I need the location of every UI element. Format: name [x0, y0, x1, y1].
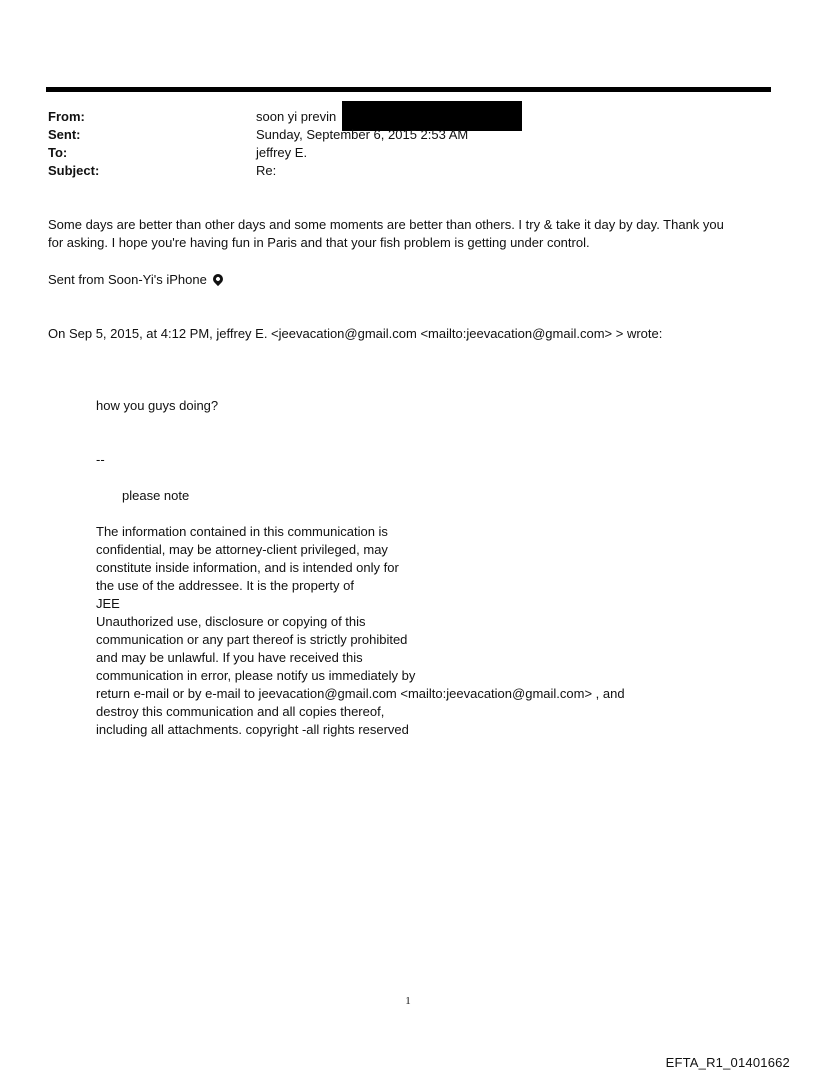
email-header — [48, 108, 748, 180]
sent-label: Sent: — [48, 127, 81, 142]
disclaimer-line: JEE — [96, 596, 120, 611]
confidentiality-disclaimer — [96, 523, 625, 739]
from-row — [48, 108, 748, 126]
subject-row — [48, 162, 748, 180]
from-label: From: — [48, 109, 85, 124]
disclaimer-line: destroy this communication and all copies thereof, — [96, 704, 385, 719]
reply-paragraph — [48, 216, 724, 252]
pin-icon — [211, 272, 225, 286]
from-value: soon yi previn — [256, 109, 337, 124]
disclaimer-line: communication in error, please notify us immediately by — [96, 668, 416, 683]
quoted-greeting: how you guys doing? — [96, 398, 219, 413]
sent-row — [48, 126, 748, 144]
disclaimer-line: and may be unlawful. If you have received this — [96, 650, 363, 665]
reply-line-1: Some days are better than other days and some moments are better than others. I try & take it day by day. Thank you — [48, 217, 724, 232]
subject-label: Subject: — [48, 163, 100, 178]
disclaimer-heading: please note — [122, 488, 190, 503]
page-number: 1 — [405, 995, 411, 1007]
sent-from-signature — [48, 271, 223, 289]
subject-value: Re: — [256, 163, 277, 178]
disclaimer-line: communication or any part thereof is strictly prohibited — [96, 632, 408, 647]
disclaimer-line: constitute inside information, and is intended only for — [96, 560, 399, 575]
disclaimer-line: The information contained in this communication is — [96, 524, 388, 539]
disclaimer-line: confidential, may be attorney-client privileged, may — [96, 542, 388, 557]
sent-from-text: Sent from Soon-Yi's iPhone — [48, 272, 207, 287]
disclaimer-line: including all attachments. copyright -all rights reserved — [96, 722, 409, 737]
to-label: To: — [48, 145, 68, 160]
disclaimer-line: return e-mail or by e-mail to jeevacation@gmail.com <mailto:jeevacation@gmail.com> , and — [96, 686, 625, 701]
to-value: jeffrey E. — [256, 145, 308, 160]
disclaimer-line: the use of the addressee. It is the property of — [96, 578, 354, 593]
to-row — [48, 144, 748, 162]
disclaimer-line: Unauthorized use, disclosure or copying of this — [96, 614, 366, 629]
sent-value: Sunday, September 6, 2015 2:53 AM — [256, 127, 469, 142]
signature-separator: -- — [96, 452, 105, 467]
document-id: EFTA_R1_01401662 — [665, 1055, 790, 1070]
quote-attribution: On Sep 5, 2015, at 4:12 PM, jeffrey E. <jeevacation@gmail.com <mailto:jeevacation@gmail.com> > wrote: — [48, 326, 663, 341]
header-divider — [46, 87, 771, 92]
reply-line-2: for asking. I hope you're having fun in Paris and that your fish problem is getting under control. — [48, 235, 590, 250]
